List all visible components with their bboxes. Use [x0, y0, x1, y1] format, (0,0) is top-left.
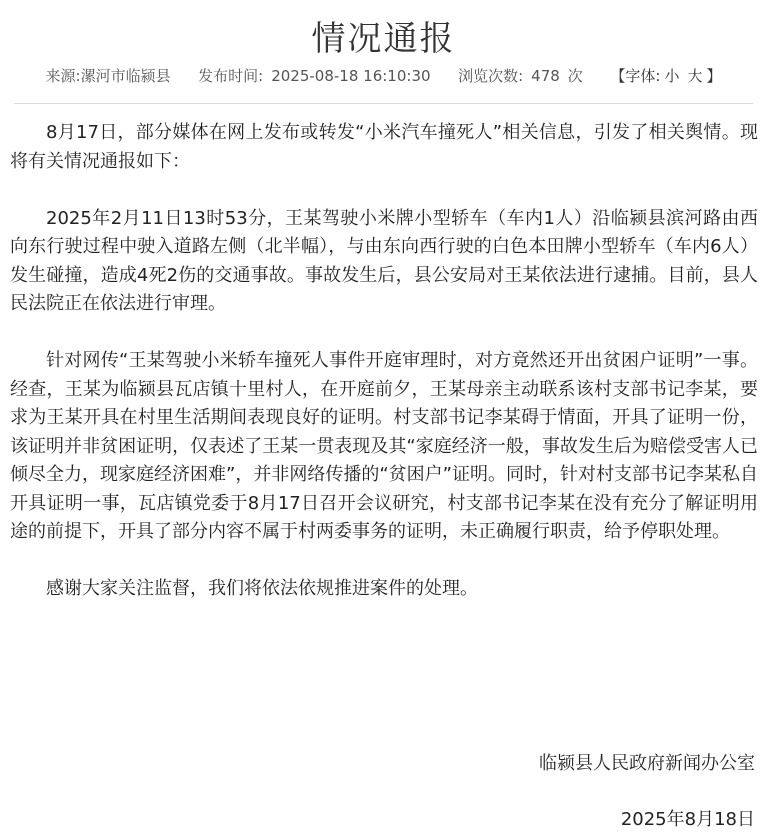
title-divider: [14, 103, 753, 104]
published-label: 发布时间:: [198, 67, 264, 85]
published-value: 2025-08-18 16:10:30: [271, 67, 431, 85]
views-count: 478: [531, 67, 560, 85]
issue-date: 2025年8月18日: [620, 809, 755, 830]
paragraph-intro: 8月17日，部分媒体在网上发布或转发“小米汽车撞死人”相关信息，引发了相关舆情。现将有关情况通报如下：: [10, 122, 758, 172]
paragraph-investigation: 针对网传“王某驾驶小米轿车撞死人事件开庭审理时，对方竟然还开出贫困户证明”一事。经查，王某为临颍县瓦店镇十里村人，在开庭前夕，王某母亲主动联系该村支部书记李某，要求为王某开具在村里生活期间表现良好的证明。村支部书记李某碍于情面，开具了证明一份，该证明并非贫困证明，仅表述了王某一贯表现及其“家庭经济一般，事故发生后为赔偿受害人已倾尽全力，现家庭经济困难”，并非网络传播的“贫困户”证明。同时，针对村支部书记李某私自开具证明一事，瓦店镇党委于8月17日召开会议研究，村支部书记李某在没有充分了解证明用途的前提下，开具了部分内容不属于村两委事务的证明，未正确履行职责，给予停职处理。: [10, 350, 758, 542]
font-size-label: 【字体:: [610, 67, 661, 85]
article-meta: [0, 64, 767, 88]
source-label: 来源:: [45, 67, 81, 85]
font-large-link[interactable]: 大: [687, 67, 703, 85]
article-body: [10, 119, 758, 604]
font-small-link[interactable]: 小: [664, 67, 680, 85]
source-value: 漯河市临颍县: [80, 67, 171, 85]
issuer-signature: 临颍县人民政府新闻办公室: [539, 753, 755, 774]
views-unit: 次: [567, 67, 583, 85]
views-label: 浏览次数:: [458, 67, 524, 85]
font-size-control: [610, 64, 721, 88]
font-size-close: 】: [706, 67, 722, 85]
paragraph-incident: 2025年2月11日13时53分，王某驾驶小米牌小型轿车（车内1人）沿临颍县滨河路由西向东行驶过程中驶入道路左侧（北半幅），与由东向西行驶的白色本田牌小型轿车（车内6人）发生碰撞，造成4死2伤的交通事故。事故发生后，县公安局对王某依法进行逮捕。目前，县人民法院正在依法进行审理。: [10, 207, 758, 314]
paragraph-closing: 感谢大家关注监督，我们将依法依规推进案件的处理。: [46, 578, 478, 599]
page-title: 情况通报: [311, 18, 456, 59]
